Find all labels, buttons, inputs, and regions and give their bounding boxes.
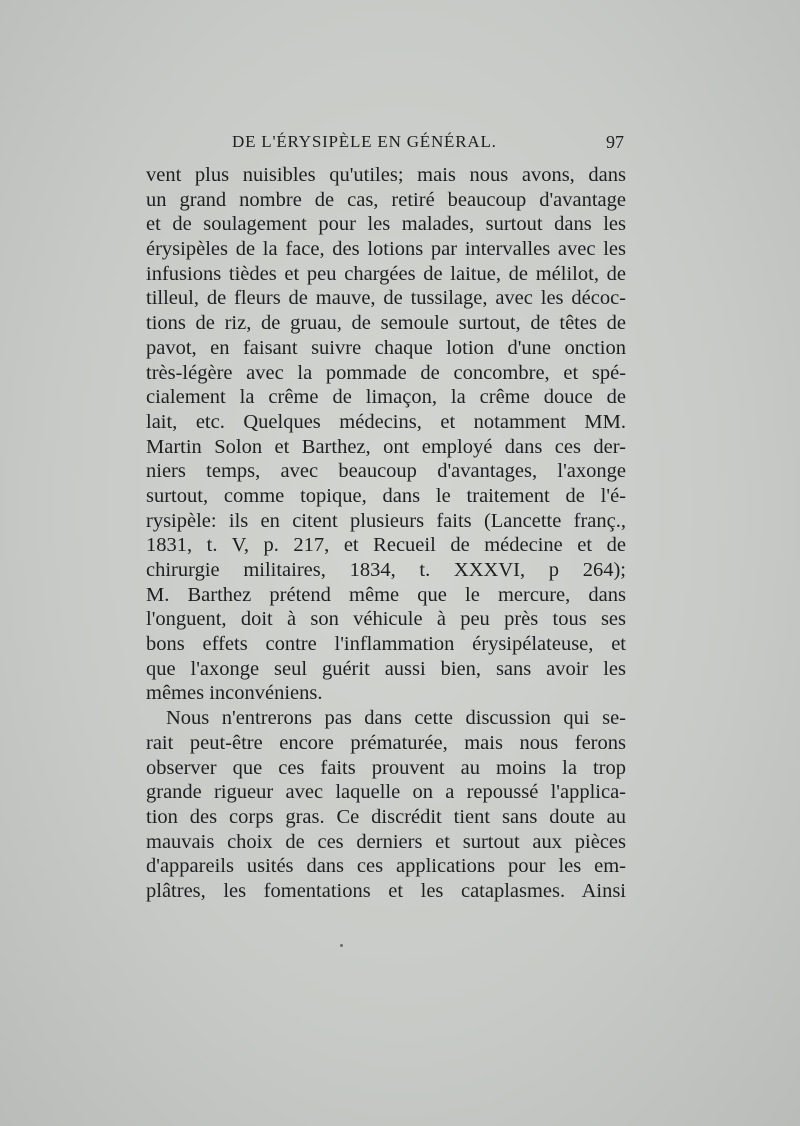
paragraph-start-line: Nous n'entrerons pas dans cette discussion qui se- [166, 707, 626, 730]
text-line: tilleul, de fleurs de mauve, de tussilage, avec les décoc- [146, 287, 626, 310]
text-line: un grand nombre de cas, retiré beaucoup d'avantage [146, 188, 626, 211]
text-line: 1831, t. V, p. 217, et Recueil de médecine et de [146, 534, 626, 557]
text-line: rysipèle: ils en citent plusieurs faits (Lancette franç., [146, 509, 626, 532]
text-line: observer que ces faits prouvent au moins la trop [146, 756, 626, 779]
page-number: 97 [606, 132, 624, 152]
text-line: infusions tièdes et peu chargées de laitue, de mélilot, de [146, 262, 626, 285]
text-line: érysipèles de la face, des lotions par intervalles avec les [146, 238, 626, 261]
text-line: M. Barthez prétend même que le mercure, dans [146, 583, 626, 606]
text-line: lait, etc. Quelques médecins, et notamment MM. [146, 410, 626, 433]
text-line: pavot, en faisant suivre chaque lotion d'une onction [146, 336, 626, 359]
body-text [146, 163, 626, 904]
text-line: tion des corps gras. Ce discrédit tient sans doute au [146, 805, 626, 828]
text-line: chirurgie militaires, 1834, t. XXXVI, p 264); [146, 559, 626, 581]
text-line: d'appareils usités dans ces applications pour les em- [146, 855, 626, 878]
running-title: DE L'ÉRYSIPÈLE EN GÉNÉRAL. [232, 132, 497, 151]
text-line: cialement la crême de limaçon, la crême douce de [146, 386, 626, 409]
text-line: Martin Solon et Barthez, ont employé dans ces der- [146, 435, 626, 458]
text-line: que l'axonge seul guérit aussi bien, sans avoir les [146, 657, 626, 680]
text-line: bons effets contre l'inflammation érysipélateuse, et [146, 633, 626, 656]
text-line: et de soulagement pour les malades, surtout dans les [146, 213, 626, 236]
text-line: niers temps, avec beaucoup d'avantages, l'axonge [146, 460, 626, 483]
text-line: mauvais choix de ces derniers et surtout aux pièces [146, 830, 626, 853]
paragraph-end-line: mêmes inconvéniens. [146, 682, 323, 705]
text-line: l'onguent, doit à son véhicule à peu près tous ses [146, 608, 626, 631]
text-line: vent plus nuisibles qu'utiles; mais nous avons, dans [146, 164, 626, 186]
running-head [146, 128, 626, 154]
text-line: grande rigueur avec laquelle on a repoussé l'applica- [146, 781, 626, 804]
ink-speck [340, 944, 343, 947]
text-line: très-légère avec la pommade de concombre, et spé- [146, 361, 626, 384]
text-line: plâtres, les fomentations et les cataplasmes. Ainsi [146, 879, 626, 902]
text-line: tions de riz, de gruau, de semoule surtout, de têtes de [146, 312, 626, 335]
text-line: surtout, comme topique, dans le traitement de l'é- [146, 484, 626, 507]
text-line: rait peut-être encore prématurée, mais nous ferons [146, 731, 626, 754]
